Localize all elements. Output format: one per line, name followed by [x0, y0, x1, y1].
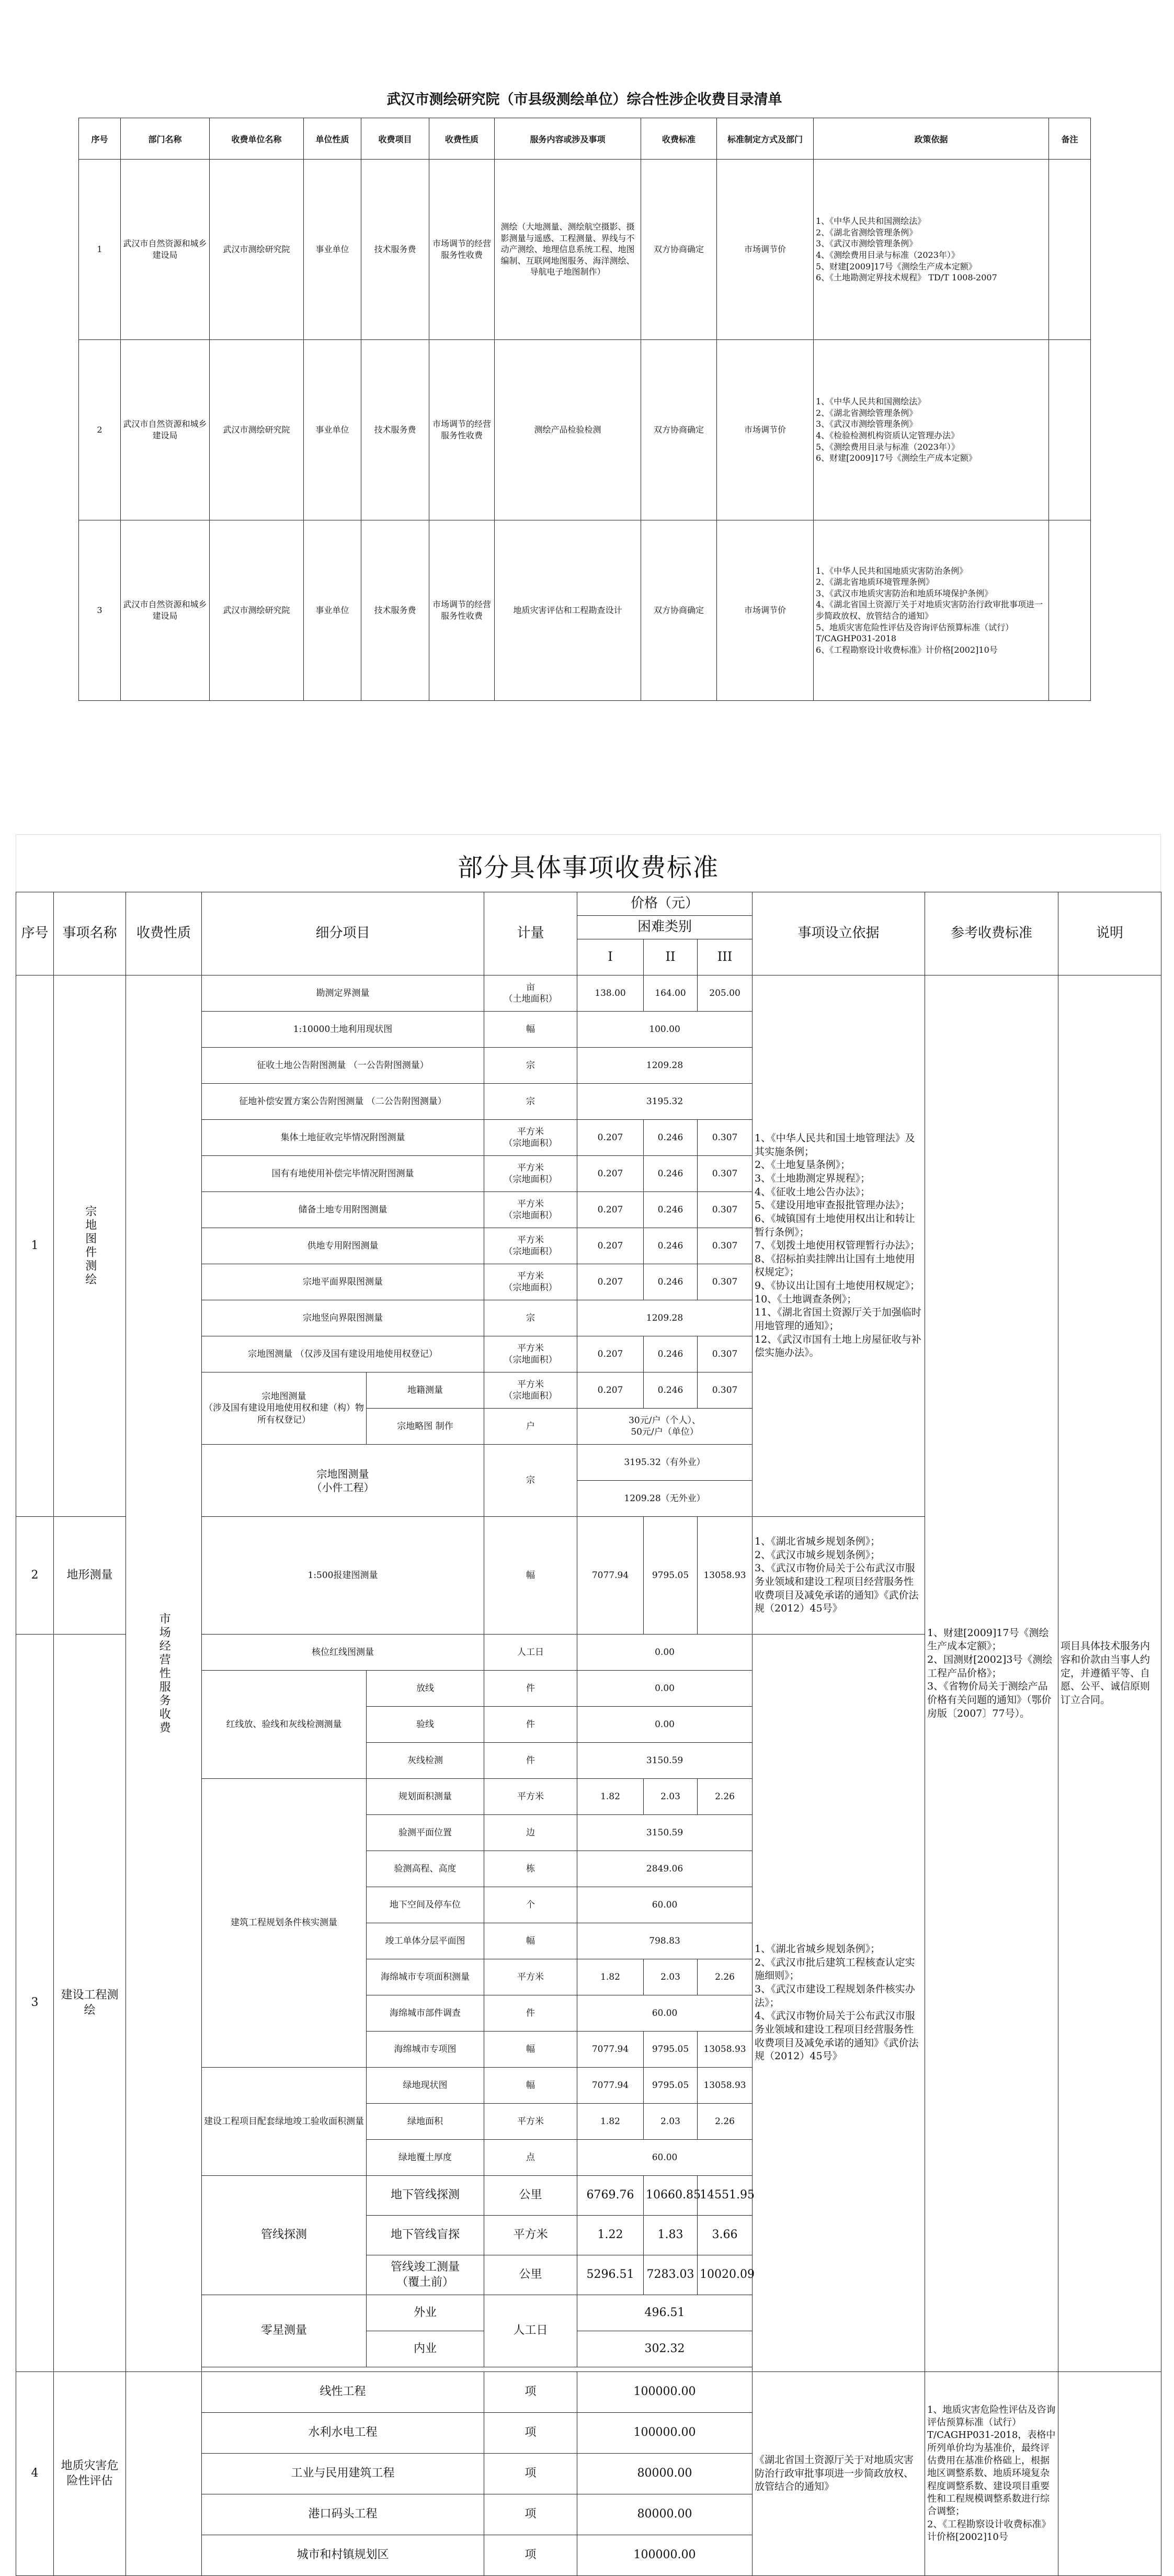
- policy-line: 6、《土地勘测定界技术规程》 TD/T 1008-2007: [816, 273, 997, 283]
- sub-item: 宗地竖向界限图测量: [202, 1300, 484, 1336]
- header-cell: 政策依据: [814, 118, 1049, 160]
- sub-item: 供地专用附图测量: [202, 1228, 484, 1264]
- sub-item: 勘测定界测量: [202, 975, 484, 1012]
- price-cell: 3.66: [698, 2216, 753, 2255]
- unit-cell: 人工日: [484, 2295, 577, 2367]
- unit-cell: 平方米: [484, 2104, 577, 2140]
- sub-item: 宗地图测量 （仅涉及国有建设用地使用权登记）: [202, 1336, 484, 1372]
- sub-item: 外业: [367, 2295, 484, 2331]
- price-cell: 0.307: [698, 1156, 753, 1192]
- price-cell: 0.207: [577, 1156, 644, 1192]
- price-cell: 205.00: [698, 975, 753, 1012]
- sub-item: 验线: [367, 1707, 484, 1743]
- unit-cell: 幅: [484, 2032, 577, 2068]
- unit-cell: 项: [484, 2535, 577, 2576]
- fee-nature-cell: 市场调节的经营服务性收费: [429, 160, 495, 340]
- sub-item: 管线竣工测量 （覆土前）: [367, 2255, 484, 2295]
- price-cell: 100.00: [577, 1012, 753, 1048]
- policy-cell: [814, 340, 1049, 520]
- policy-line: 2、《湖北省测绘管理条例》: [816, 227, 918, 237]
- group-label: 零星测量: [202, 2295, 367, 2367]
- policy-line: 6、《工程勘察设计收费标准》计价格[2002]10号: [816, 644, 998, 655]
- price-cell: 30元/户（个人）、 50元/户（单位）: [577, 1409, 753, 1445]
- unit-cell: 公里: [484, 2255, 577, 2295]
- unit-cell: 平方米 （宗地面积）: [484, 1336, 577, 1372]
- unit-cell: 平方米: [484, 1959, 577, 1995]
- basis-cell: 1、《湖北省城乡规划条例》； 2、《武汉市城乡规划条例》； 3、《武汉市物价局关于公布武汉市服务业领域和建设工程项目经营服务性收费项目及减免承诺的通知》《武价法规（2012）45号》: [753, 1517, 925, 1635]
- policy-line: 2、《湖北省地质环境管理条例》: [816, 577, 934, 587]
- price-cell: 60.00: [577, 1887, 753, 1923]
- catalog-title: 武汉市测绘研究院（市县级测绘单位）综合性涉企收费目录清单: [386, 92, 782, 108]
- unit-cell: 宗: [484, 1300, 577, 1336]
- note-cell: [1049, 520, 1091, 701]
- sub-item: 城市和村镇规划区: [202, 2535, 484, 2576]
- sub-item: 宗地图测量 （小件工程）: [202, 1445, 484, 1517]
- fee-catalog-table: [78, 118, 1091, 701]
- service-content-cell: 测绘（大地测量、测绘航空摄影、摄影测量与遥感、工程测量、界线与不动产测绘、地理信息系统工程、地图编制、互联网地图服务、海洋测绘、导航电子地图制作）: [495, 160, 641, 340]
- price-cell: 2.26: [698, 2104, 753, 2140]
- price-cell: 10020.09: [698, 2255, 753, 2295]
- policy-line: 5、《测绘费用目录与标准（2023年）》: [816, 441, 960, 452]
- price-cell: 0.00: [577, 1635, 753, 1671]
- price-cell: 14551.95: [698, 2176, 753, 2216]
- standard-cell: 双方协商确定: [641, 340, 717, 520]
- sub-item: 宗地图测量 （涉及国有建设用地使用权和建（构）物所有权登记）: [202, 1372, 367, 1445]
- basis-cell: 《湖北省国土资源厅关于对地质灾害防治行政审批事项进一步简政放权、放管结合的通知》: [753, 2372, 925, 2576]
- header-cell: 困难类别: [577, 916, 753, 939]
- unit-cell: 项: [484, 2494, 577, 2535]
- unit-cell: 平方米: [484, 2216, 577, 2255]
- price-cell: 0.207: [577, 1192, 644, 1228]
- price-cell: 0.307: [698, 1192, 753, 1228]
- item-name: 建设工程测绘: [54, 1635, 126, 2372]
- sub-item: 内业: [367, 2331, 484, 2367]
- sub-item: 绿地现状图: [367, 2068, 484, 2104]
- department-cell: 武汉市自然资源和城乡建设局: [121, 160, 210, 340]
- unit-nature-cell: 事业单位: [304, 160, 361, 340]
- fee-item-cell: 技术服务费: [361, 160, 429, 340]
- price-cell: 0.207: [577, 1120, 644, 1156]
- price-cell: 2.03: [644, 2104, 698, 2140]
- sub-item: 灰线检测: [367, 1743, 484, 1779]
- table-row: [16, 975, 1161, 1012]
- policy-line: 3、《武汉市测绘管理条例》: [816, 419, 918, 429]
- header-cell: II: [644, 939, 698, 975]
- header-cell: III: [698, 939, 753, 975]
- unit-cell: 武汉市测绘研究院: [210, 340, 304, 520]
- fee-nature-cell: 市场调节的经营服务性收费: [429, 520, 495, 701]
- unit-cell: 武汉市测绘研究院: [210, 520, 304, 701]
- header-cell: 事项名称: [54, 892, 126, 975]
- unit-cell: 平方米 （宗地面积）: [484, 1192, 577, 1228]
- price-cell: 7077.94: [577, 2068, 644, 2104]
- price-cell: 0.207: [577, 1372, 644, 1409]
- group-label: 建筑工程规划条件核实测量: [202, 1779, 367, 2068]
- unit-cell: 户: [484, 1409, 577, 1445]
- sub-item: 绿地覆土厚度: [367, 2140, 484, 2176]
- policy-line: 5、地质灾害危险性评估及咨询评估预算标准（试行）T/CAGHP031-2018: [816, 622, 1014, 644]
- standards-title: 部分具体事项收费标准: [457, 853, 719, 882]
- price-cell: 1209.28: [577, 1300, 753, 1336]
- price-cell: 2.03: [644, 1779, 698, 1815]
- sub-item: 地下管线盲探: [367, 2216, 484, 2255]
- reference-standard-cell: 1、地质灾害危险性评估及咨询评估预算标准（试行）T/CAGHP031-2018，表格中所列单价均为基准价，最终评估费用在基准价格础上，根据地区调整系数、地质环境复杂程度调整系数、建设项目重要性和工程规模调整系数进行综合调整； 2、《工程勘察设计收费标准》计价格[2002]10号: [925, 2372, 1058, 2576]
- unit-cell: 武汉市测绘研究院: [210, 160, 304, 340]
- price-cell: 100000.00: [577, 2372, 753, 2413]
- price-cell: 6769.76: [577, 2176, 644, 2216]
- header-cell: 收费标准: [641, 118, 717, 160]
- price-cell: 0.207: [577, 1228, 644, 1264]
- price-cell: 2.26: [698, 1959, 753, 1995]
- method-cell: 市场调节价: [717, 520, 814, 701]
- table-header-row: [16, 892, 1161, 916]
- basis-cell: 1、《中华人民共和国土地管理法》及其实施条例； 2、《土地复垦条例》； 3、《土地勘测定界规程》； 4、《征收土地公告办法》； 5、《建设用地审查报批管理办法》； 6、《城镇国有土地使用权出让和转让暂行条例》； 7、《划拨土地使用权管理暂行办法》； 8、《招标拍卖挂牌出让国有土地使用权规定》； 9、《协议出让国有土地使用权规定》； 10、《土地调查条例》； 11、《湖北省国土资源厅关于加强临时用地管理的通知》； 12、《武汉市国有土地上房屋征收与补偿实施办法》。: [753, 975, 925, 1517]
- note-cell: [1049, 160, 1091, 340]
- price-cell: 2849.06: [577, 1851, 753, 1887]
- price-cell: 9795.05: [644, 2068, 698, 2104]
- fee-nature-cell: 市场调节的经营服务性收费: [429, 340, 495, 520]
- price-cell: 0.307: [698, 1120, 753, 1156]
- price-cell: 0.246: [644, 1156, 698, 1192]
- price-cell: 0.00: [577, 1671, 753, 1707]
- service-content-cell: 地质灾害评估和工程勘查设计: [495, 520, 641, 701]
- unit-cell: 幅: [484, 1517, 577, 1635]
- unit-nature-cell: 事业单位: [304, 340, 361, 520]
- method-cell: 市场调节价: [717, 160, 814, 340]
- unit-cell: 平方米 （宗地面积）: [484, 1228, 577, 1264]
- price-cell: 9795.05: [644, 2032, 698, 2068]
- unit-cell: 个: [484, 1887, 577, 1923]
- table-row: [16, 2372, 1161, 2413]
- unit-cell: 平方米 （宗地面积）: [484, 1372, 577, 1409]
- unit-cell: 平方米: [484, 1779, 577, 1815]
- standard-cell: 双方协商确定: [641, 520, 717, 701]
- price-cell: 0.207: [577, 1264, 644, 1300]
- price-cell: 13058.93: [698, 2068, 753, 2104]
- note-blank: [1058, 2372, 1161, 2576]
- row-number: 2: [79, 340, 121, 520]
- policy-line: 1、《中华人民共和国测绘法》: [816, 396, 926, 407]
- unit-cell: 栋: [484, 1851, 577, 1887]
- unit-cell: 件: [484, 1707, 577, 1743]
- header-cell: 收费项目: [361, 118, 429, 160]
- header-cell: 参考收费标准: [925, 892, 1058, 975]
- fee-nature-blank: [126, 2372, 202, 2576]
- sub-item: 海绵城市专项面积测量: [367, 1959, 484, 1995]
- table-row: [79, 340, 1091, 520]
- table-row: [79, 520, 1091, 701]
- sub-item: 地下管线探测: [367, 2176, 484, 2216]
- unit-cell: 点: [484, 2140, 577, 2176]
- price-cell: 1209.28（无外业）: [577, 1481, 753, 1517]
- sub-item: 地下空间及停车位: [367, 1887, 484, 1923]
- price-cell: 7077.94: [577, 2032, 644, 2068]
- policy-line: 4、《测绘费用目录与标准（2023年）》: [816, 250, 960, 260]
- item-name: 地形测量: [54, 1517, 126, 1635]
- fee-standards-table: [16, 892, 1161, 2576]
- policy-line: 4、《湖北省国土资源厅关于对地质灾害防治行政审批事项进一步简政放权、放管结合的通知》: [816, 599, 1043, 621]
- price-cell: 0.246: [644, 1120, 698, 1156]
- header-cell: 备注: [1049, 118, 1091, 160]
- policy-line: 4、《检验检测机构资质认定管理办法》: [816, 430, 960, 440]
- policy-line: 3、《武汉市测绘管理条例》: [816, 239, 918, 249]
- price-cell: 0.246: [644, 1192, 698, 1228]
- unit-cell: 件: [484, 1995, 577, 2032]
- row-number: 3: [79, 520, 121, 701]
- item-name: 宗地图件测绘: [83, 1205, 97, 1287]
- price-cell: 496.51: [577, 2295, 753, 2331]
- row-number: 3: [16, 1635, 54, 2372]
- service-content-cell: 测绘产品检验检测: [495, 340, 641, 520]
- policy-line: 5、财建[2009]17号《测绘生产成本定额》: [816, 261, 977, 271]
- price-cell: 9795.05: [644, 1517, 698, 1635]
- price-cell: 798.83: [577, 1923, 753, 1959]
- fee-item-cell: 技术服务费: [361, 520, 429, 701]
- price-cell: 100000.00: [577, 2413, 753, 2454]
- sub-item: 验测平面位置: [367, 1815, 484, 1851]
- sub-item: 水利水电工程: [202, 2413, 484, 2454]
- policy-line: 1、《中华人民共和国测绘法》: [816, 216, 926, 226]
- policy-line: 1、《中华人民共和国地质灾害防治条例》: [816, 565, 968, 576]
- sub-item: 海绵城市部件调查: [367, 1995, 484, 2032]
- sub-item: 宗地略图 制作: [367, 1409, 484, 1445]
- sub-item: 国有有地使用补偿完毕情况附图测量: [202, 1156, 484, 1192]
- price-cell: 302.32: [577, 2331, 753, 2367]
- header-cell: 事项设立依据: [753, 892, 925, 975]
- fee-nature: 市场经营性服务收费: [157, 1612, 171, 1735]
- header-cell: 收费性质: [429, 118, 495, 160]
- policy-line: 2、《湖北省测绘管理条例》: [816, 407, 918, 418]
- price-cell: 1.82: [577, 1779, 644, 1815]
- price-cell: 0.307: [698, 1336, 753, 1372]
- price-cell: 1.82: [577, 1959, 644, 1995]
- price-cell: 1.82: [577, 2104, 644, 2140]
- sub-item: 宗地平面界限图测量: [202, 1264, 484, 1300]
- price-cell: 13058.93: [698, 1517, 753, 1635]
- sub-item: 工业与民用建筑工程: [202, 2454, 484, 2494]
- basis-cell: 1、《湖北省城乡规划条例》； 2、《武汉市批后建筑工程核查认定实施细则》； 3、《武汉市建设工程规划条件核实办法》； 4、《武汉市物价局关于公布武汉市服务业领域和建设工程项目经营服务性收费项目及减免承诺的通知》《武价法规（2012）45号》: [753, 1635, 925, 2372]
- sub-item: 规划面积测量: [367, 1779, 484, 1815]
- price-cell: 60.00: [577, 1995, 753, 2032]
- header-cell: 序号: [16, 892, 54, 975]
- unit-cell: 项: [484, 2372, 577, 2413]
- price-cell: 1.22: [577, 2216, 644, 2255]
- standard-cell: 双方协商确定: [641, 160, 717, 340]
- policy-cell: [814, 520, 1049, 701]
- price-cell: 13058.93: [698, 2032, 753, 2068]
- header-cell: 价格（元）: [577, 892, 753, 916]
- header-cell: 收费性质: [126, 892, 202, 975]
- row-number: 1: [79, 160, 121, 340]
- price-cell: 2.26: [698, 1779, 753, 1815]
- department-cell: 武汉市自然资源和城乡建设局: [121, 520, 210, 701]
- header-cell: 部门名称: [121, 118, 210, 160]
- unit-cell: 件: [484, 1743, 577, 1779]
- sub-item: 集体土地征收完毕情况附图测量: [202, 1120, 484, 1156]
- sub-item: 1:500报建图测量: [202, 1517, 484, 1635]
- price-cell: 60.00: [577, 2140, 753, 2176]
- policy-line: 6、财建[2009]17号《测绘生产成本定额》: [816, 453, 977, 463]
- header-cell: 标准制定方式及部门: [717, 118, 814, 160]
- sub-item: 征收土地公告附图测量 （一公告附图测量）: [202, 1048, 484, 1084]
- price-cell: 7283.03: [644, 2255, 698, 2295]
- sub-item: 放线: [367, 1671, 484, 1707]
- price-cell: 7077.94: [577, 1517, 644, 1635]
- header-cell: 序号: [79, 118, 121, 160]
- fee-item-cell: 技术服务费: [361, 340, 429, 520]
- row-number: 2: [16, 1517, 54, 1635]
- header-cell: 计量: [484, 892, 577, 975]
- unit-nature-cell: 事业单位: [304, 520, 361, 701]
- unit-cell: 公里: [484, 2176, 577, 2216]
- unit-cell: 人工日: [484, 1635, 577, 1671]
- price-cell: 3195.32: [577, 1084, 753, 1120]
- price-cell: 3195.32（有外业）: [577, 1445, 753, 1481]
- sub-item: 绿地面积: [367, 2104, 484, 2140]
- header-cell: 服务内容或涉及事项: [495, 118, 641, 160]
- header-cell: I: [577, 939, 644, 975]
- price-cell: 1209.28: [577, 1048, 753, 1084]
- note-cell: [1049, 340, 1091, 520]
- price-cell: 0.246: [644, 1264, 698, 1300]
- note-cell: 项目具体技术服务内容和价款由当事人约定，并遵循平等、自愿、公平、诚信原则订立合同。: [1058, 975, 1161, 2372]
- item-name: 地质灾害危险性评估: [54, 2372, 126, 2576]
- price-cell: 0.246: [644, 1372, 698, 1409]
- price-cell: 80000.00: [577, 2454, 753, 2494]
- group-label: 管线探测: [202, 2176, 367, 2295]
- price-cell: 5296.51: [577, 2255, 644, 2295]
- sub-item: 验测高程、高度: [367, 1851, 484, 1887]
- unit-cell: 件: [484, 1671, 577, 1707]
- unit-cell: 幅: [484, 1012, 577, 1048]
- price-cell: 0.307: [698, 1264, 753, 1300]
- row-number: 1: [16, 975, 54, 1517]
- policy-line: 3、《武汉市地质灾害防治和地质环境保护条例》: [816, 588, 993, 598]
- sub-item: 储备土地专用附图测量: [202, 1192, 484, 1228]
- unit-cell: 平方米 （宗地面积）: [484, 1156, 577, 1192]
- sub-item: 1:10000土地利用现状图: [202, 1012, 484, 1048]
- unit-cell: 平方米 （宗地面积）: [484, 1264, 577, 1300]
- header-cell: 细分项目: [202, 892, 484, 975]
- row-number: 4: [16, 2372, 54, 2576]
- header-cell: 说明: [1058, 892, 1161, 975]
- header-cell: 单位性质: [304, 118, 361, 160]
- price-cell: 100000.00: [577, 2535, 753, 2576]
- unit-cell: 边: [484, 1815, 577, 1851]
- price-cell: 80000.00: [577, 2494, 753, 2535]
- method-cell: 市场调节价: [717, 340, 814, 520]
- table-header-row: [79, 118, 1091, 160]
- header-cell: 收费单位名称: [210, 118, 304, 160]
- department-cell: 武汉市自然资源和城乡建设局: [121, 340, 210, 520]
- reference-standard-cell: 1、财建[2009]17号《测绘生产成本定额》； 2、国测财[2002]3号《测绘工程产品价格》； 3、《省物价局关于测绘产品价格有关问题的通知》（鄂价房版〔2007〕77号）。: [925, 975, 1058, 2372]
- price-cell: 138.00: [577, 975, 644, 1012]
- unit-cell: 项: [484, 2454, 577, 2494]
- sub-item: 地籍测量: [367, 1372, 484, 1409]
- group-label: 红线放、验线和灰线检测测量: [202, 1671, 367, 1779]
- price-cell: 0.307: [698, 1228, 753, 1264]
- price-cell: 0.307: [698, 1372, 753, 1409]
- price-cell: 0.207: [577, 1336, 644, 1372]
- price-cell: 3150.59: [577, 1815, 753, 1851]
- unit-cell: 宗: [484, 1084, 577, 1120]
- price-cell: 2.03: [644, 1959, 698, 1995]
- sub-item: 竣工单体分层平面图: [367, 1923, 484, 1959]
- sub-item: 征地补偿安置方案公告附图测量 （二公告附图测量）: [202, 1084, 484, 1120]
- policy-cell: [814, 160, 1049, 340]
- sub-item: 线性工程: [202, 2372, 484, 2413]
- price-cell: 0.246: [644, 1336, 698, 1372]
- fee-nature-cell: [126, 975, 202, 2372]
- unit-cell: 宗: [484, 1445, 577, 1517]
- unit-cell: 亩 （土地面积）: [484, 975, 577, 1012]
- price-cell: 3150.59: [577, 1743, 753, 1779]
- unit-cell: 项: [484, 2413, 577, 2454]
- unit-cell: 宗: [484, 1048, 577, 1084]
- sub-item: 核位红线图测量: [202, 1635, 484, 1671]
- table-row: [79, 160, 1091, 340]
- group-label: 建设工程项目配套绿地竣工验收面积测量: [202, 2068, 367, 2176]
- unit-cell: 幅: [484, 1923, 577, 1959]
- unit-cell: 平方米 （宗地面积）: [484, 1120, 577, 1156]
- price-cell: 1.83: [644, 2216, 698, 2255]
- price-cell: 0.246: [644, 1228, 698, 1264]
- price-cell: 164.00: [644, 975, 698, 1012]
- item-name-cell: [54, 975, 126, 1517]
- price-cell: 10660.85: [644, 2176, 698, 2216]
- sub-item: 港口码头工程: [202, 2494, 484, 2535]
- unit-cell: 幅: [484, 2068, 577, 2104]
- sub-item: 海绵城市专项图: [367, 2032, 484, 2068]
- price-cell: 0.00: [577, 1707, 753, 1743]
